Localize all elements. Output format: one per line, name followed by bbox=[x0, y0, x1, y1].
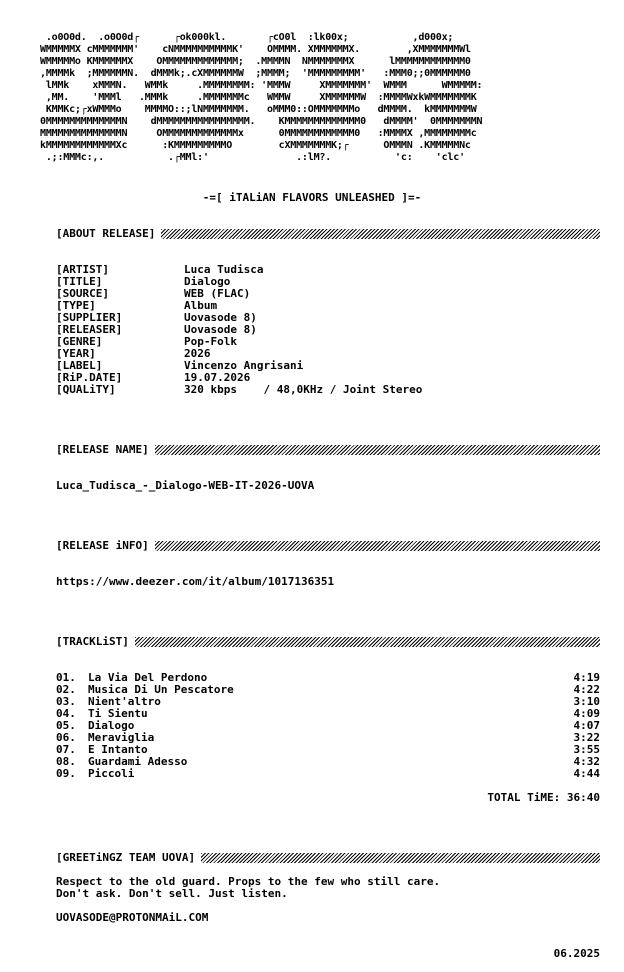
greeting-line-2: Don't ask. Don't sell. Just listen. bbox=[56, 887, 288, 900]
footer-date: 06.2025 bbox=[553, 947, 600, 960]
about-value: WEB (FLAC) bbox=[184, 287, 251, 300]
about-release-header bbox=[56, 228, 600, 240]
release-name: Luca_Tudisca_-_Dialogo-WEB-IT-2026-UOVA bbox=[56, 479, 315, 492]
track-number: 09. bbox=[56, 767, 76, 780]
section-label: [ABOUT RELEASE] bbox=[56, 227, 156, 240]
track-row bbox=[56, 768, 600, 780]
release-info-url: https://www.deezer.com/it/album/1017136351 bbox=[56, 575, 335, 588]
track-title: Nient'altro bbox=[88, 695, 161, 708]
track-title: Dialogo bbox=[88, 719, 135, 732]
release-info-header bbox=[56, 540, 600, 552]
hatch-divider bbox=[135, 637, 600, 647]
section-label: [TRACKLiST] bbox=[56, 635, 129, 648]
track-duration: 4:09 bbox=[573, 707, 600, 720]
section-label: [RELEASE iNFO] bbox=[56, 539, 149, 552]
about-row bbox=[56, 264, 422, 276]
track-title: Piccoli bbox=[88, 767, 135, 780]
track-row bbox=[56, 708, 600, 720]
total-time: TOTAL TiME: 36:40 bbox=[487, 791, 600, 804]
about-key: [LABEL] bbox=[56, 359, 103, 372]
about-key: [SUPPLIER] bbox=[56, 311, 123, 324]
ascii-logo: .o0O0d. .o0O0d┌ ┌ok000kl. ┌cO0l :lk00x; ,d000x; WMMMMMX cMMMMMMM' cNMMMMMMMMMMK' OMMMM. XMMMMMMX. ,XMMMMMMMWl WMMMMMo KMMMMMMX OMMMMMMMMMMMMM; .MMMMN NMMMMMMMX lMMMMMMMMMMMM0 ,MMMMk ;MMMMMMN. dMMMk;.cXMMMMMMW ;MMMM; 'MMMMMMMMM' :MMM0;;0MMMMMM0 lMMk xMMMN. WMMk .MMMMMMMM: 'MMMW XMMMMMMM' WMMM WMMMMM: ,MM. 'MMMl .MMMk .MMMMMMMc WMMW XMMMMMMW :MMMMWxkWMMMMMMMK KMMKc;┌xWMMMo MMMMO::;lNMMMMMMM. oMMM0::OMMMMMMMo dMMMM. kMMMMMMMW 0MMMMMMMMMMMMMN dMMMMMMMMMMMMMMMM. KMMMMMMMMMMMMM0 dMMMM' 0MMMMMMMN MMMMMMMMMMMMMMN OMMMMMMMMMMMMMx 0MMMMMMMMMMMM0 :MMMMX ,MMMMMMMMc kMMMMMMMMMMMMXc :KMMMMMMMMMO cXMMMMMMMK;┌ OMMMN .KMMMMMNc .;:MMMc:,. .┌MMl:' .:lM?. 'c: 'clc' bbox=[40, 32, 483, 163]
track-duration: 4:32 bbox=[573, 755, 600, 768]
about-value: Vincenzo Angrisani bbox=[184, 359, 304, 372]
track-number: 02. bbox=[56, 683, 76, 696]
track-row bbox=[56, 756, 600, 768]
about-value: 320 kbps / 48,0KHz / Joint Stereo bbox=[184, 383, 423, 396]
track-number: 03. bbox=[56, 695, 76, 708]
track-number: 01. bbox=[56, 671, 76, 684]
about-key: [RiP.DATE] bbox=[56, 371, 123, 384]
track-duration: 3:22 bbox=[573, 731, 600, 744]
track-duration: 3:55 bbox=[573, 743, 600, 756]
greeting-line-1: Respect to the old guard. Props to the few who still care. bbox=[56, 875, 441, 888]
track-duration: 3:10 bbox=[573, 695, 600, 708]
hatch-divider bbox=[201, 853, 600, 863]
about-row bbox=[56, 336, 422, 348]
contact-email: UOVASODE@PROTONMAiL.COM bbox=[56, 911, 209, 924]
track-number: 04. bbox=[56, 707, 76, 720]
track-number: 07. bbox=[56, 743, 76, 756]
about-value: Uovasode 8) bbox=[184, 311, 257, 324]
about-value: Pop-Folk bbox=[184, 335, 237, 348]
tagline: -=[ iTALiAN FLAVORS UNLEASHED ]=- bbox=[202, 191, 422, 204]
about-value: Luca Tudisca bbox=[184, 263, 264, 276]
track-title: E Intanto bbox=[88, 743, 148, 756]
hatch-divider bbox=[155, 445, 600, 455]
section-label: [GREETiNGZ TEAM UOVA] bbox=[56, 851, 196, 864]
about-key: [YEAR] bbox=[56, 347, 96, 360]
track-duration: 4:22 bbox=[573, 683, 600, 696]
section-label: [RELEASE NAME] bbox=[56, 443, 149, 456]
about-value: 19.07.2026 bbox=[184, 371, 251, 384]
track-number: 05. bbox=[56, 719, 76, 732]
about-value: Uovasode 8) bbox=[184, 323, 257, 336]
track-duration: 4:07 bbox=[573, 719, 600, 732]
greetings-header bbox=[56, 852, 600, 864]
about-key: [GENRE] bbox=[56, 335, 103, 348]
hatch-divider bbox=[155, 541, 600, 551]
about-release-list bbox=[56, 264, 422, 396]
hatch-divider bbox=[161, 229, 600, 239]
track-duration: 4:44 bbox=[573, 767, 600, 780]
about-value: 2026 bbox=[184, 347, 211, 360]
track-number: 06. bbox=[56, 731, 76, 744]
about-value: Dialogo bbox=[184, 275, 231, 288]
release-name-header bbox=[56, 444, 600, 456]
track-title: Meraviglia bbox=[88, 731, 155, 744]
about-key: [QUALiTY] bbox=[56, 383, 116, 396]
about-row bbox=[56, 384, 422, 396]
track-title: La Via Del Perdono bbox=[88, 671, 208, 684]
track-title: Guardami Adesso bbox=[88, 755, 188, 768]
about-value: Album bbox=[184, 299, 218, 312]
about-key: [TYPE] bbox=[56, 299, 96, 312]
about-key: [SOURCE] bbox=[56, 287, 109, 300]
about-key: [RELEASER] bbox=[56, 323, 123, 336]
about-key: [ARTIST] bbox=[56, 263, 109, 276]
about-row bbox=[56, 288, 422, 300]
about-row bbox=[56, 324, 422, 336]
about-key: [TITLE] bbox=[56, 275, 103, 288]
tracklist bbox=[56, 672, 600, 780]
track-title: Musica Di Un Pescatore bbox=[88, 683, 234, 696]
tracklist-header bbox=[56, 636, 600, 648]
track-number: 08. bbox=[56, 755, 76, 768]
track-duration: 4:19 bbox=[573, 671, 600, 684]
track-title: Ti Sientu bbox=[88, 707, 148, 720]
